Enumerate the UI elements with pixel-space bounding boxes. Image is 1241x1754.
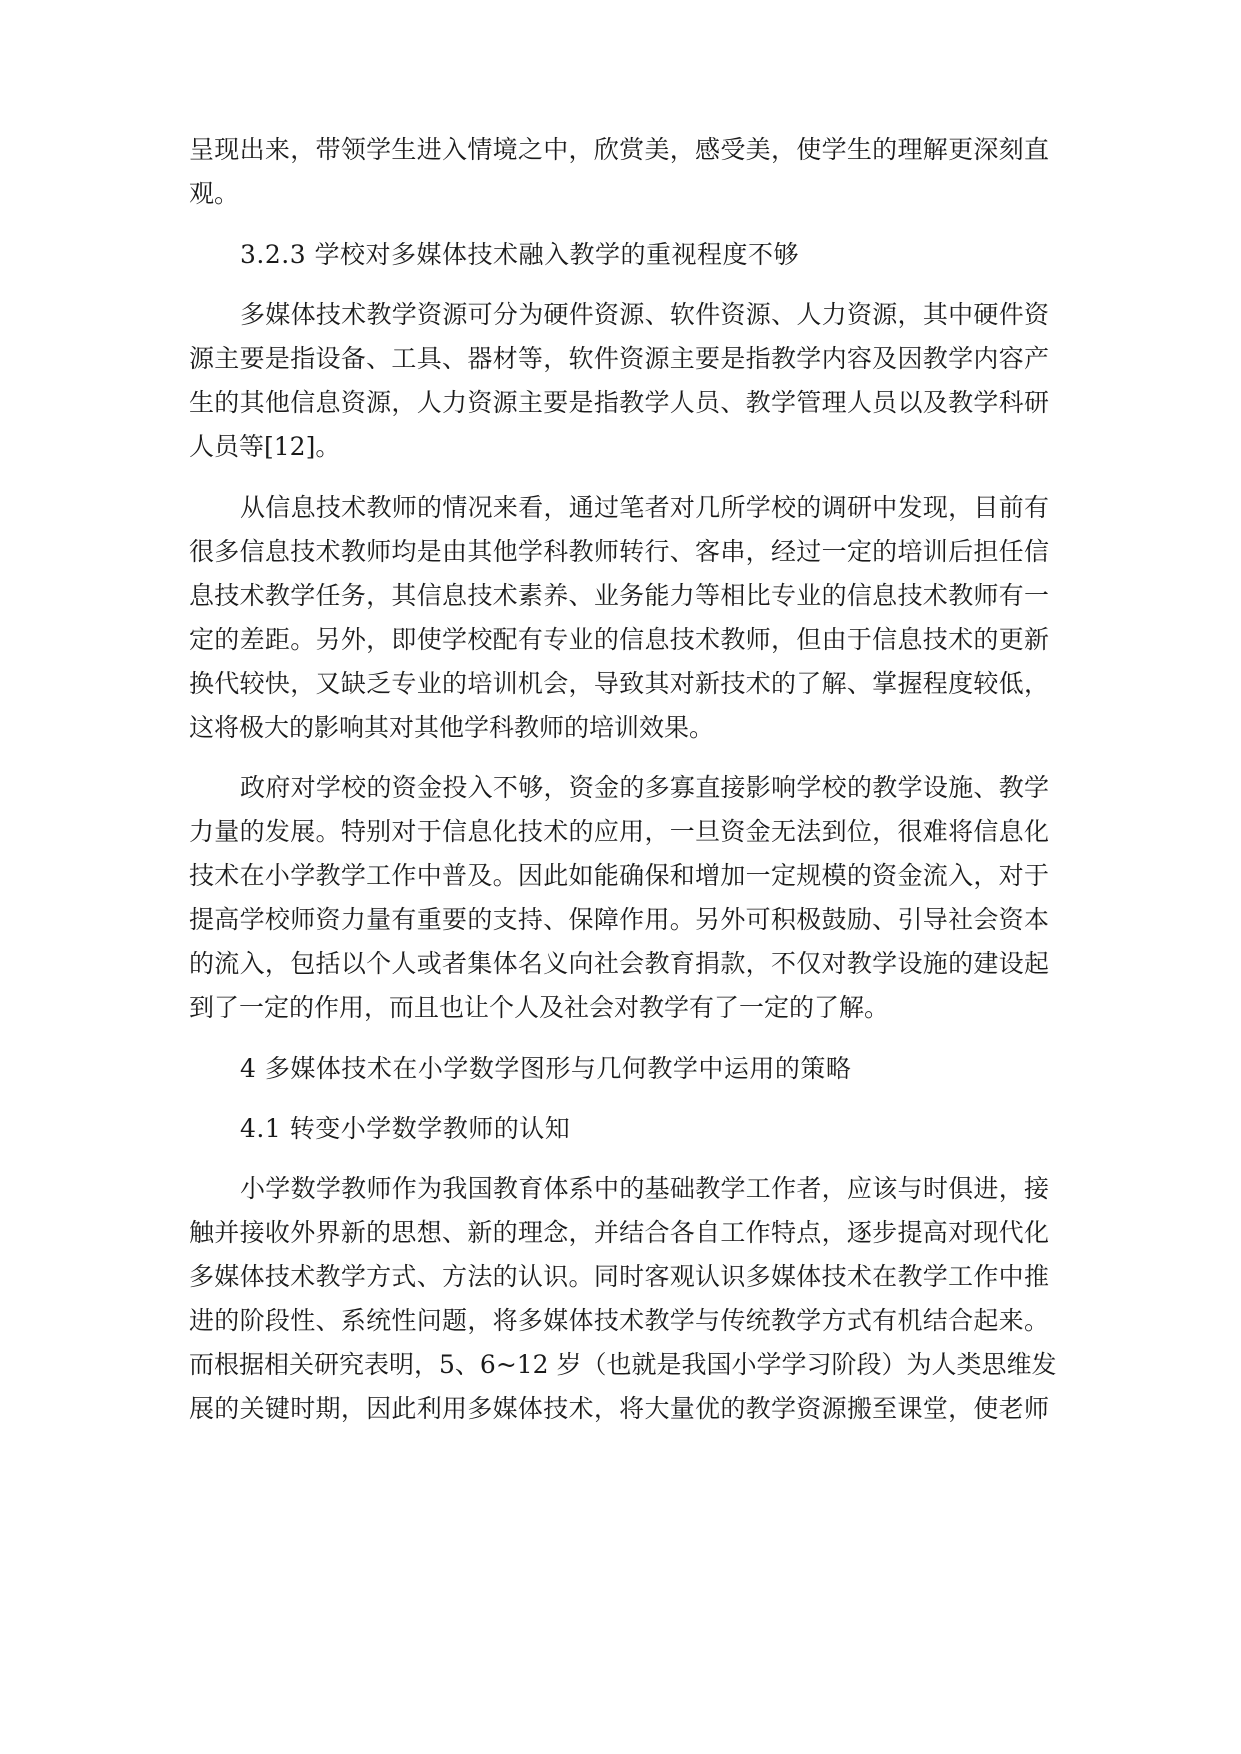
paragraph-line: 观。 — [189, 179, 240, 208]
paragraph-line: 小学数学教师作为我国教育体系中的基础教学工作者，应该与时俱进，接 — [240, 1174, 1049, 1203]
paragraph-line: 提高学校师资力量有重要的支持、保障作用。另外可积极鼓励、引导社会资本 — [189, 905, 1049, 934]
paragraph-line: 呈现出来，带领学生进入情境之中，欣赏美，感受美，使学生的理解更深刻直 — [189, 135, 1049, 164]
paragraph-line: 展的关键时期，因此利用多媒体技术，将大量优的教学资源搬至课堂，使老师 — [189, 1394, 1049, 1423]
paragraph-line: 定的差距。另外，即使学校配有专业的信息技术教师，但由于信息技术的更新 — [189, 625, 1049, 654]
paragraph-line: 这将极大的影响其对其他学科教师的培训效果。 — [189, 713, 715, 742]
paragraph-line: 政府对学校的资金投入不够，资金的多寡直接影响学校的教学设施、教学 — [240, 773, 1049, 802]
paragraph-line: 换代较快，又缺乏专业的培训机会，导致其对新技术的了解、掌握程度较低， — [189, 669, 1049, 698]
section-heading-4-1: 4.1 转变小学数学教师的认知 — [240, 1114, 571, 1143]
paragraph-line: 技术在小学教学工作中普及。因此如能确保和增加一定规模的资金流入，对于 — [189, 861, 1049, 890]
paragraph-line: 生的其他信息资源，人力资源主要是指教学人员、教学管理人员以及教学科研 — [189, 388, 1049, 417]
section-heading-3-2-3: 3.2.3 学校对多媒体技术融入教学的重视程度不够 — [240, 240, 800, 269]
paragraph-line: 到了一定的作用，而且也让个人及社会对教学有了一定的了解。 — [189, 993, 890, 1022]
paragraph-line: 从信息技术教师的情况来看，通过笔者对几所学校的调研中发现，目前有 — [240, 493, 1049, 522]
paragraph-line: 人员等[12]。 — [189, 432, 341, 461]
paragraph-line: 多媒体技术教学方式、方法的认识。同时客观认识多媒体技术在教学工作中推 — [189, 1262, 1049, 1291]
section-heading-4: 4 多媒体技术在小学数学图形与几何教学中运用的策略 — [240, 1054, 852, 1083]
paragraph-line: 触并接收外界新的思想、新的理念，并结合各自工作特点，逐步提高对现代化 — [189, 1218, 1049, 1247]
paragraph-line: 息技术教学任务，其信息技术素养、业务能力等相比专业的信息技术教师有一 — [189, 581, 1049, 610]
paragraph-line: 力量的发展。特别对于信息化技术的应用，一旦资金无法到位，很难将信息化 — [189, 817, 1049, 846]
paragraph-line: 进的阶段性、系统性问题，将多媒体技术教学与传统教学方式有机结合起来。 — [189, 1306, 1049, 1335]
paragraph-line: 源主要是指设备、工具、器材等，软件资源主要是指教学内容及因教学内容产 — [189, 344, 1049, 373]
paragraph-line: 的流入，包括以个人或者集体名义向社会教育捐款，不仅对教学设施的建设起 — [189, 949, 1049, 978]
paragraph-line: 多媒体技术教学资源可分为硬件资源、软件资源、人力资源，其中硬件资 — [240, 300, 1049, 329]
paragraph-line: 而根据相关研究表明，5、6~12 岁（也就是我国小学学习阶段）为人类思维发 — [189, 1350, 1057, 1379]
paragraph-line: 很多信息技术教师均是由其他学科教师转行、客串，经过一定的培训后担任信 — [189, 537, 1049, 566]
